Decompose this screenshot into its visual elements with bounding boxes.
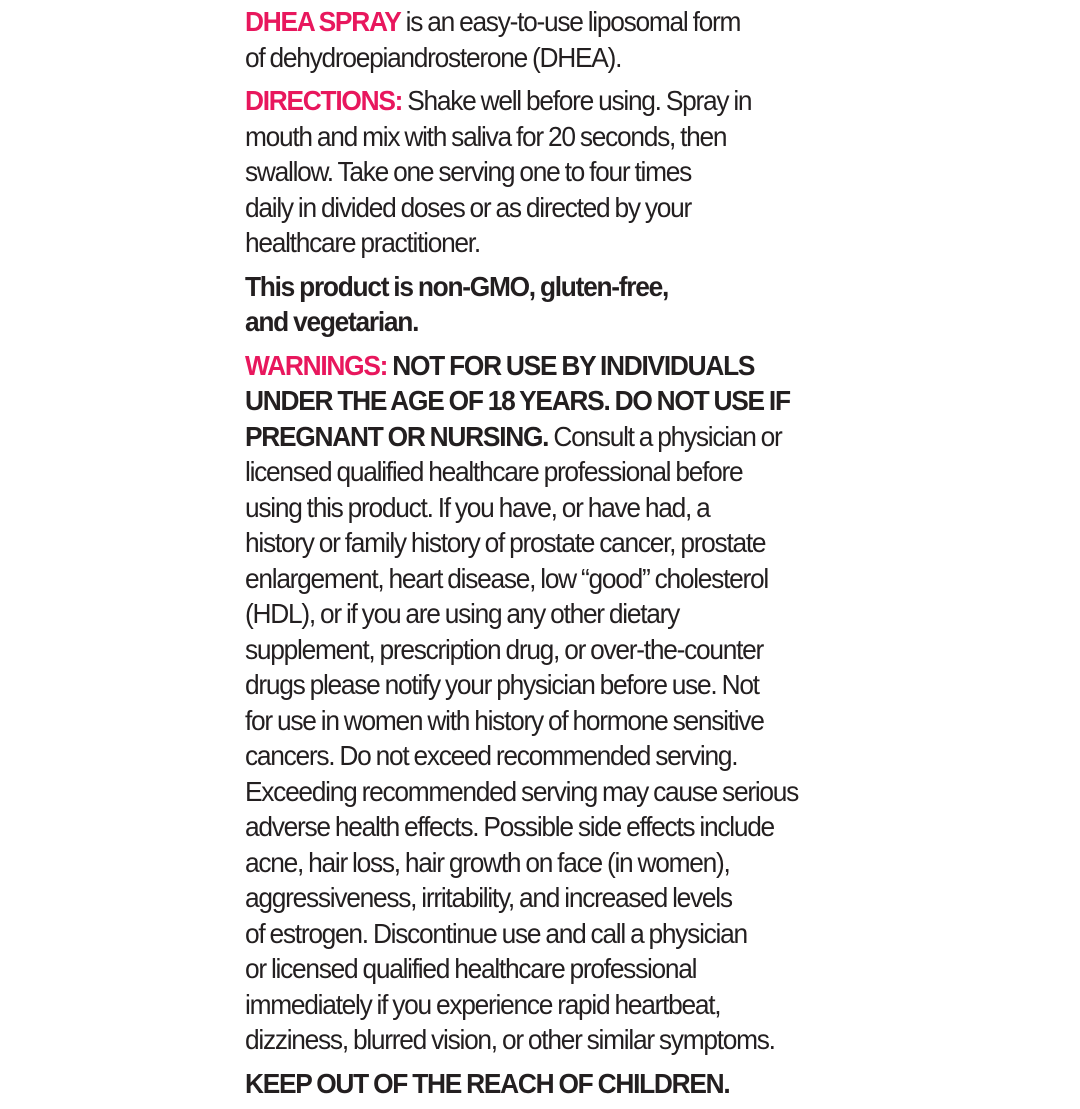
warnings-line-10: drugs please notify your physician before use. Not [245, 669, 759, 700]
warnings-line-11: for use in women with history of hormone sensitive [245, 704, 764, 736]
directions-line-2: mouth and mix with saliva for 20 seconds, then [245, 120, 727, 152]
warnings-text-3: Consult a physician or [548, 420, 782, 452]
directions-text: Shake well before using. Spray in [402, 85, 752, 116]
warnings-line-19: immediately if you experience rapid heartbeat, [245, 988, 721, 1020]
warnings-line-18: or licensed qualified healthcare professional [245, 953, 697, 984]
directions-line-3: swallow. Take one serving one to four times [245, 156, 692, 187]
warnings-line-15: acne, hair loss, hair growth on face (in women), [245, 846, 730, 878]
warnings-line-9: supplement, prescription drug, or over-the-counter [245, 633, 763, 665]
warnings-line-17: of estrogen. Discontinue use and call a physician [245, 917, 747, 949]
warnings-bold-text-3: PREGNANT OR NURSING. [245, 420, 549, 452]
warnings-line-7: enlargement, heart disease, low “good” cholesterol [245, 562, 768, 594]
keep-out-notice [245, 1066, 847, 1102]
warnings-line-12: cancers. Do not exceed recommended serving. [245, 740, 738, 771]
warnings-paragraph [245, 348, 847, 1058]
warnings-line-5: using this product. If you have, or have had, a [245, 491, 710, 523]
supplement-label-panel [245, 4, 847, 1109]
keep-out-line: KEEP OUT OF THE REACH OF CHILDREN. [245, 1067, 730, 1099]
directions-line-5: healthcare practitioner. [245, 227, 480, 258]
warnings-line-13: Exceeding recommended serving may cause serious [245, 775, 799, 807]
warnings-bold-text-1: NOT FOR USE BY INDIVIDUALS [387, 349, 755, 381]
directions-paragraph [245, 83, 847, 261]
claims-paragraph [245, 269, 847, 340]
directions-line-4: daily in divided doses or as directed by your [245, 191, 691, 223]
directions-heading: DIRECTIONS: [245, 85, 403, 116]
warnings-line-4: licensed qualified healthcare professional before [245, 456, 743, 487]
warnings-line-6: history or family history of prostate cancer, prostate [245, 527, 766, 558]
claims-line-2: and vegetarian. [245, 306, 419, 337]
product-name-heading: DHEA SPRAY [245, 6, 401, 37]
directions-line-1 [245, 83, 847, 119]
warnings-line-14: adverse health effects. Possible side effects include [245, 811, 774, 842]
intro-line-1 [245, 4, 847, 40]
warnings-line-2: UNDER THE AGE OF 18 YEARS. DO NOT USE IF [245, 385, 790, 416]
intro-text: is an easy-to-use liposomal form [400, 6, 741, 37]
intro-paragraph [245, 4, 847, 75]
warnings-heading: WARNINGS: [245, 349, 388, 381]
claims-line-1: This product is non-GMO, gluten-free, [245, 270, 669, 302]
warnings-line-8: (HDL), or if you are using any other dietary [245, 598, 680, 629]
warnings-line-1 [245, 348, 847, 384]
warnings-line-3 [245, 419, 847, 455]
warnings-line-20: dizziness, blurred vision, or other similar symptoms. [245, 1024, 775, 1055]
warnings-line-16: aggressiveness, irritability, and increased levels [245, 882, 732, 913]
intro-line-2: of dehydroepiandrosterone (DHEA). [245, 41, 622, 73]
